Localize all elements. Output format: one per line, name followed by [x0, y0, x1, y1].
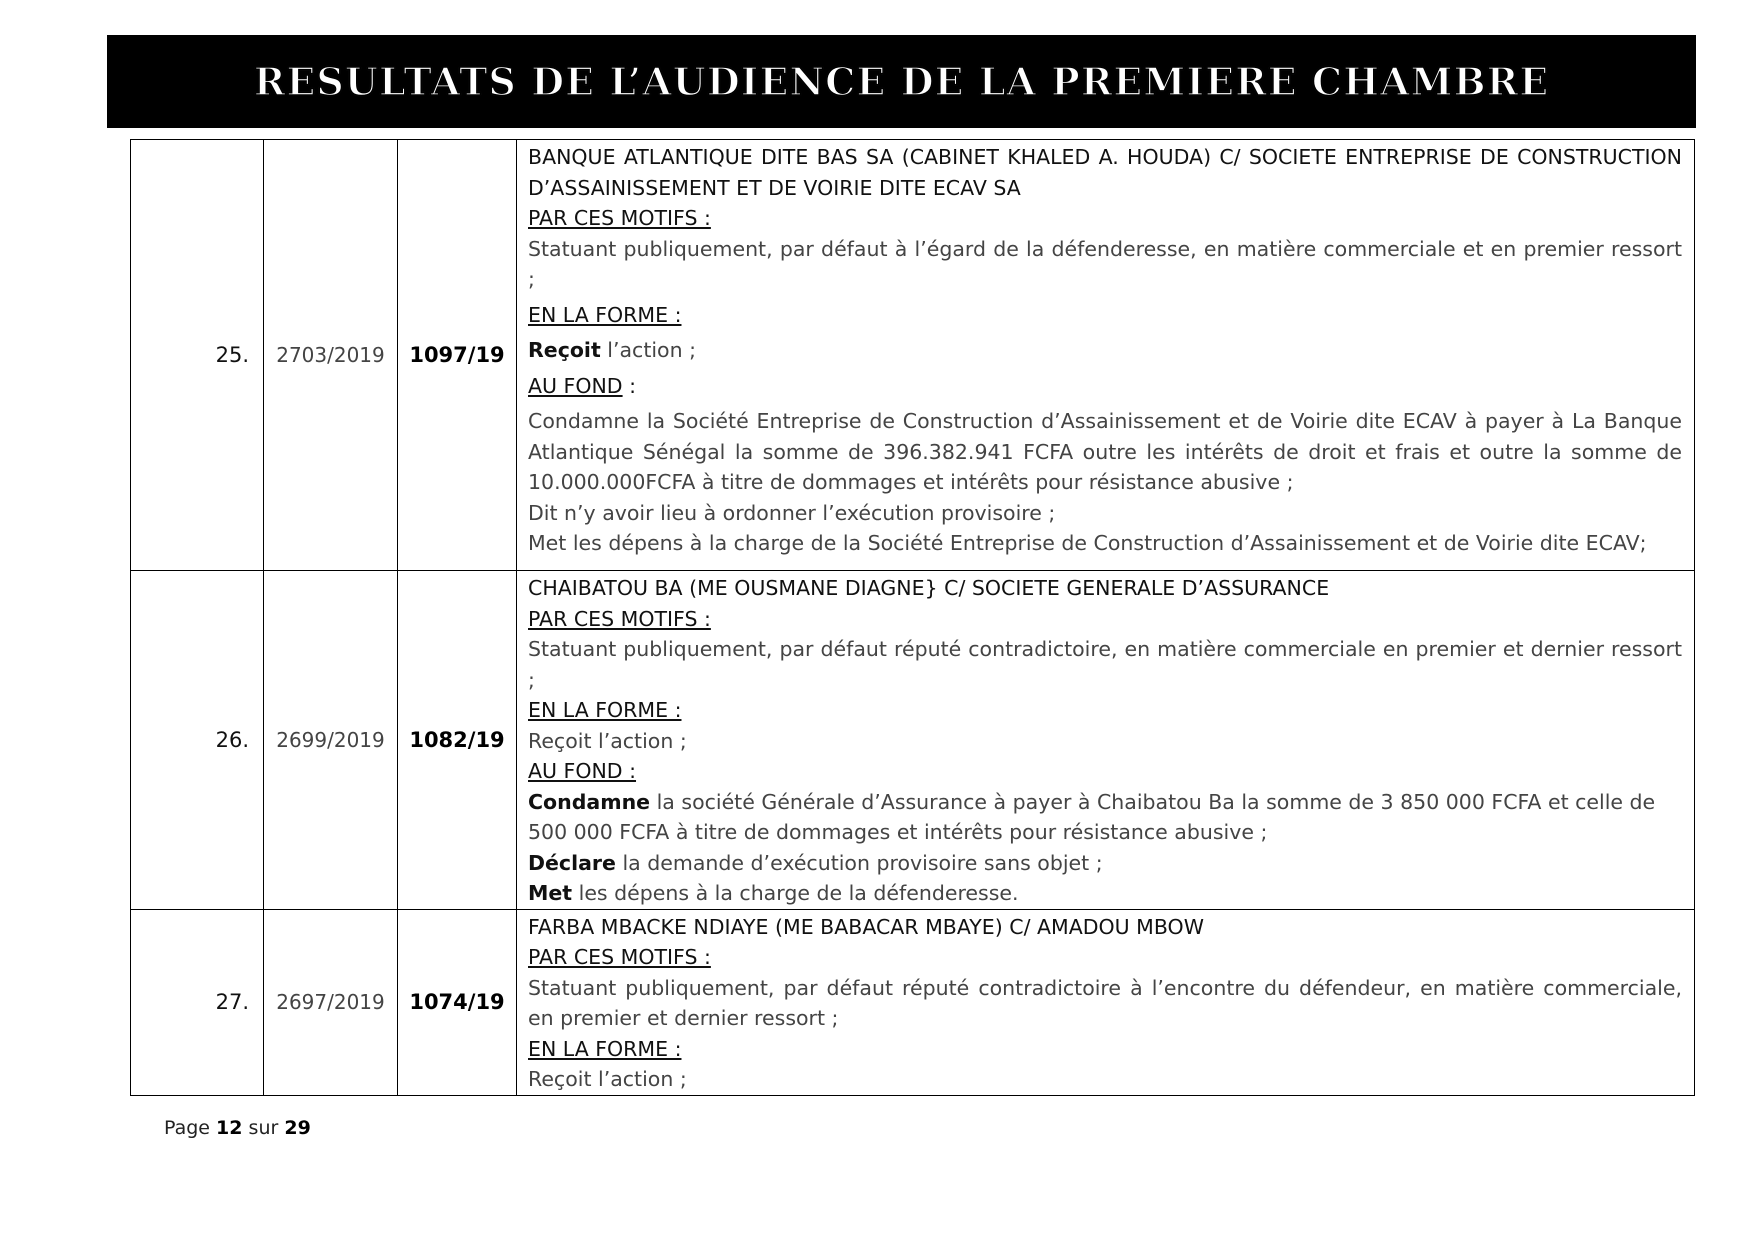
table-row [131, 571, 1695, 910]
met-rest: les dépens à la charge de la défenderesse. [572, 881, 1019, 905]
case-details [517, 140, 1695, 571]
case-details [517, 571, 1695, 910]
forme-heading: EN LA FORME : [528, 1036, 682, 1061]
page-current: 12 [216, 1117, 243, 1139]
condamne-text: Condamne la Société Entreprise de Construction d’Assainissement et de Voirie dite ECAV à payer à La Banque Atlantique Sénégal la somme de 396.382.941 FCFA outre les intérêts de droit et frais et outre la somme de 10.000.000FCFA à titre de dommages et intérêts pour résistance abusive ; [528, 409, 1682, 494]
recoit-verb: Reçoit [528, 338, 601, 362]
judgment-number: 1082/19 [398, 571, 517, 910]
recoit-text: Reçoit l’action ; [528, 1067, 687, 1091]
table-row [131, 909, 1695, 1095]
page-total: 29 [284, 1117, 311, 1139]
motifs-heading: PAR CES MOTIFS : [528, 945, 711, 969]
forme-heading: EN LA FORME : [528, 698, 682, 722]
motifs-heading: PAR CES MOTIFS : [528, 206, 711, 230]
results-table [130, 139, 1695, 1096]
declare-line [528, 848, 1682, 879]
fond-heading-line [528, 371, 1682, 402]
forme-heading: EN LA FORME : [528, 302, 682, 327]
page-sep: sur [248, 1117, 279, 1139]
page-title: RESULTATS DE L’AUDIENCE DE LA PREMIERE CHAMBRE [253, 59, 1550, 104]
depens-text: Met les dépens à la charge de la Société Entreprise de Construction d’Assainissement et de Voirie dite ECAV; [528, 531, 1647, 555]
statuant-text: Statuant publiquement, par défaut réputé contradictoire, en matière commerciale en premier et dernier ressort ; [528, 637, 1682, 692]
case-parties: FARBA MBACKE NDIAYE (ME BABACAR MBAYE) C/ AMADOU MBOW [528, 914, 1204, 939]
statuant-text: Statuant publiquement, par défaut réputé contradictoire à l’encontre du défendeur, en matière commerciale, en premier et dernier ressort ; [528, 975, 1682, 1030]
fond-heading: AU FOND : [528, 759, 637, 783]
case-parties: BANQUE ATLANTIQUE DITE BAS SA (CABINET KHALED A. HOUDA) C/ SOCIETE ENTREPRISE DE CONSTRUCTION D’ASSAINISSEMENT ET DE VOIRIE DITE ECAV SA [528, 145, 1682, 200]
row-number: 27. [131, 909, 264, 1095]
page-label: Page [164, 1117, 210, 1139]
row-number: 26. [131, 571, 264, 910]
motifs-heading: PAR CES MOTIFS : [528, 606, 711, 631]
case-details [517, 909, 1695, 1095]
row-number: 25. [131, 140, 264, 571]
declare-verb: Déclare [528, 850, 616, 875]
condamne-line [528, 787, 1682, 818]
recoit-line [528, 335, 1682, 366]
registry-number: 2703/2019 [264, 140, 398, 571]
declare-rest: la demande d’exécution provisoire sans objet ; [615, 850, 1103, 875]
condamne-rest: la société Générale d’Assurance à payer à Chaibatou Ba la somme de 3 850 000 FCFA et celle de [650, 789, 1656, 814]
judgment-number: 1097/19 [398, 140, 517, 571]
registry-number: 2699/2019 [264, 571, 398, 910]
page-footer [164, 1117, 311, 1139]
statuant-text: Statuant publiquement, par défaut à l’égard de la défenderesse, en matière commerciale et en premier ressort ; [528, 236, 1682, 291]
condamne-verb: Condamne [528, 789, 651, 814]
condamne-line-2: 500 000 FCFA à titre de dommages et intérêts pour résistance abusive ; [528, 820, 1268, 844]
fond-heading: AU FOND [528, 373, 623, 398]
execution-text: Dit n’y avoir lieu à ordonner l’exécution provisoire ; [528, 500, 1056, 525]
fond-colon: : [622, 373, 637, 398]
table-row [131, 140, 1695, 571]
judgment-number: 1074/19 [398, 909, 517, 1095]
recoit-text: Reçoit l’action ; [528, 728, 687, 753]
page-header-banner [107, 35, 1696, 128]
met-line [528, 878, 1682, 909]
met-verb: Met [528, 881, 573, 905]
case-parties: CHAIBATOU BA (ME OUSMANE DIAGNE} C/ SOCIETE GENERALE D’ASSURANCE [528, 576, 1330, 600]
recoit-rest: l’action ; [600, 338, 697, 362]
registry-number: 2697/2019 [264, 909, 398, 1095]
